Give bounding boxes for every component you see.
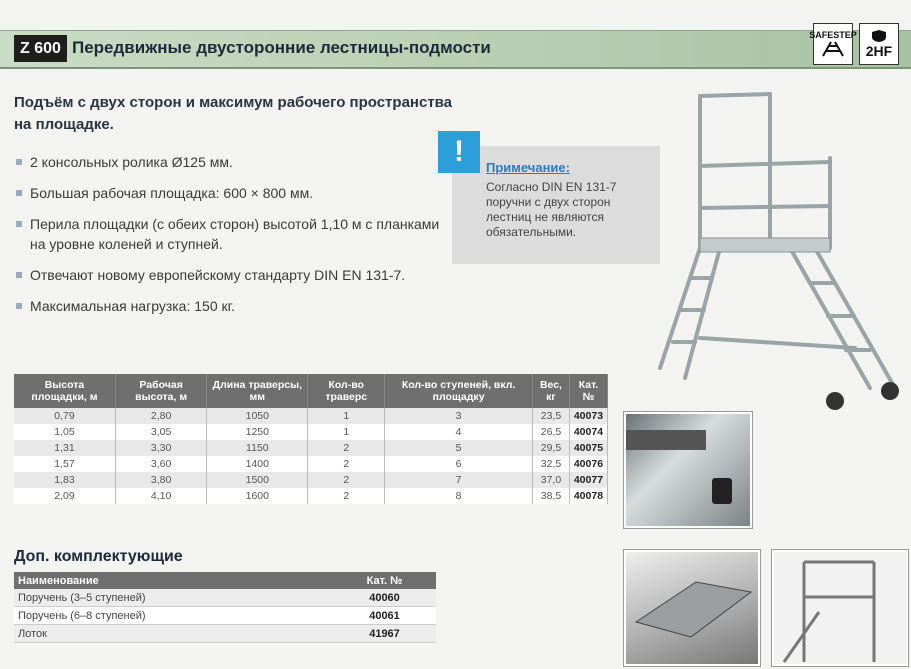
- page-title: Передвижные двусторонние лестницы-подмости: [72, 38, 491, 57]
- catalog-number: 40077: [569, 472, 607, 488]
- table-cell: 1400: [207, 456, 308, 472]
- table-row: [14, 589, 436, 607]
- 2hf-badge: [859, 23, 899, 65]
- table-row: [14, 456, 608, 472]
- table-cell: 2,09: [14, 488, 115, 504]
- table-cell: 1250: [207, 424, 308, 440]
- catalog-number: 40073: [569, 408, 607, 424]
- feature-item: Отвечают новому европейскому стандарту DIN EN 131-7.: [14, 265, 454, 285]
- table-cell: 38,5: [533, 488, 570, 504]
- tray-photo: [624, 550, 760, 666]
- table-cell: 8: [385, 488, 533, 504]
- table-cell: 2: [308, 456, 385, 472]
- table-cell: 4: [385, 424, 533, 440]
- table-row: [14, 440, 608, 456]
- table-cell: 7: [385, 472, 533, 488]
- feature-item: Перила площадки (с обеих сторон) высотой 1,10 м с планками на уровне коленей и ступней.: [14, 214, 454, 254]
- safestep-label: SAFESTEP: [809, 30, 857, 40]
- column-header: Наименование: [14, 572, 333, 589]
- catalog-number: 40078: [569, 488, 607, 504]
- step-detail-image: [626, 414, 750, 526]
- table-cell: 3: [385, 408, 533, 424]
- table-cell: 3,80: [115, 472, 206, 488]
- table-cell: 3,30: [115, 440, 206, 456]
- tray-image: [626, 552, 758, 664]
- table-cell: 1,05: [14, 424, 115, 440]
- table-cell: 3,05: [115, 424, 206, 440]
- catalog-number: 40060: [333, 589, 436, 607]
- table-cell: 2: [308, 488, 385, 504]
- 2hf-label: 2HF: [865, 43, 893, 59]
- table-cell: 32,5: [533, 456, 570, 472]
- table-cell: 2,80: [115, 408, 206, 424]
- table-cell: 3,60: [115, 456, 206, 472]
- step-detail-photo: [624, 412, 752, 528]
- table-cell: 0,79: [14, 408, 115, 424]
- note-box: [452, 146, 660, 264]
- column-header: Кол-во ступеней, вкл. площадку: [385, 374, 533, 408]
- table-cell: 1: [308, 424, 385, 440]
- table-cell: 26,5: [533, 424, 570, 440]
- accessory-name: Поручень (3–5 ступеней): [14, 589, 333, 607]
- accessory-name: Поручень (6–8 ступеней): [14, 607, 333, 625]
- feature-list: [14, 152, 454, 327]
- specs-table: [14, 374, 608, 504]
- feature-item: Большая рабочая площадка: 600 × 800 мм.: [14, 183, 454, 203]
- table-cell: 2: [308, 440, 385, 456]
- catalog-number: 40076: [569, 456, 607, 472]
- table-row: [14, 424, 608, 440]
- feature-item: Максимальная нагрузка: 150 кг.: [14, 296, 454, 316]
- catalog-number: 40075: [569, 440, 607, 456]
- table-row: [14, 488, 608, 504]
- table-cell: 5: [385, 440, 533, 456]
- table-cell: 23,5: [533, 408, 570, 424]
- column-header: Вес, кг: [533, 374, 570, 408]
- note-text: Согласно DIN EN 131-7 поручни с двух сторон лестниц не являются обязательными.: [486, 180, 617, 239]
- table-cell: 1,57: [14, 456, 115, 472]
- accessories-table: [14, 572, 436, 643]
- column-header: Кол-во траверс: [308, 374, 385, 408]
- table-cell: 37,0: [533, 472, 570, 488]
- safestep-badge: [809, 23, 857, 65]
- handrail-image: [774, 552, 906, 664]
- table-cell: 1600: [207, 488, 308, 504]
- ladder-step-icon: [821, 40, 845, 58]
- exclamation-icon: !: [438, 131, 480, 173]
- table-row: [14, 625, 436, 643]
- table-cell: 1,31: [14, 440, 115, 456]
- accessory-name: Лоток: [14, 625, 333, 643]
- catalog-number: 40074: [569, 424, 607, 440]
- table-cell: 6: [385, 456, 533, 472]
- note-title: Примечание:: [486, 160, 570, 175]
- accessories-title: Доп. комплектующие: [14, 548, 183, 565]
- table-cell: 1,83: [14, 472, 115, 488]
- ladder-illustration: [640, 88, 910, 428]
- column-header: Высота площадки, м: [14, 374, 115, 408]
- table-cell: 4,10: [115, 488, 206, 504]
- column-header: Рабочая высота, м: [115, 374, 206, 408]
- shield-icon: [871, 29, 887, 43]
- table-cell: 2: [308, 472, 385, 488]
- table-header-row: [14, 374, 608, 408]
- catalog-number: 40061: [333, 607, 436, 625]
- table-cell: 1050: [207, 408, 308, 424]
- catalog-number: 41967: [333, 625, 436, 643]
- column-header: Кат. №: [569, 374, 607, 408]
- table-row: [14, 607, 436, 625]
- table-cell: 1: [308, 408, 385, 424]
- section-header: [0, 30, 911, 69]
- column-header: Кат. №: [333, 572, 436, 589]
- certification-badges: [809, 23, 899, 65]
- product-code: Z 600: [14, 35, 67, 62]
- table-cell: 1500: [207, 472, 308, 488]
- table-header-row: [14, 572, 436, 589]
- feature-item: 2 консольных ролика Ø125 мм.: [14, 152, 454, 172]
- handrail-photo: [772, 550, 908, 666]
- table-row: [14, 472, 608, 488]
- column-header: Длина траверсы, мм: [207, 374, 308, 408]
- table-cell: 29,5: [533, 440, 570, 456]
- table-row: [14, 408, 608, 424]
- table-cell: 1150: [207, 440, 308, 456]
- subtitle: Подъём с двух сторон и максимум рабочего пространства на площадке.: [14, 94, 453, 133]
